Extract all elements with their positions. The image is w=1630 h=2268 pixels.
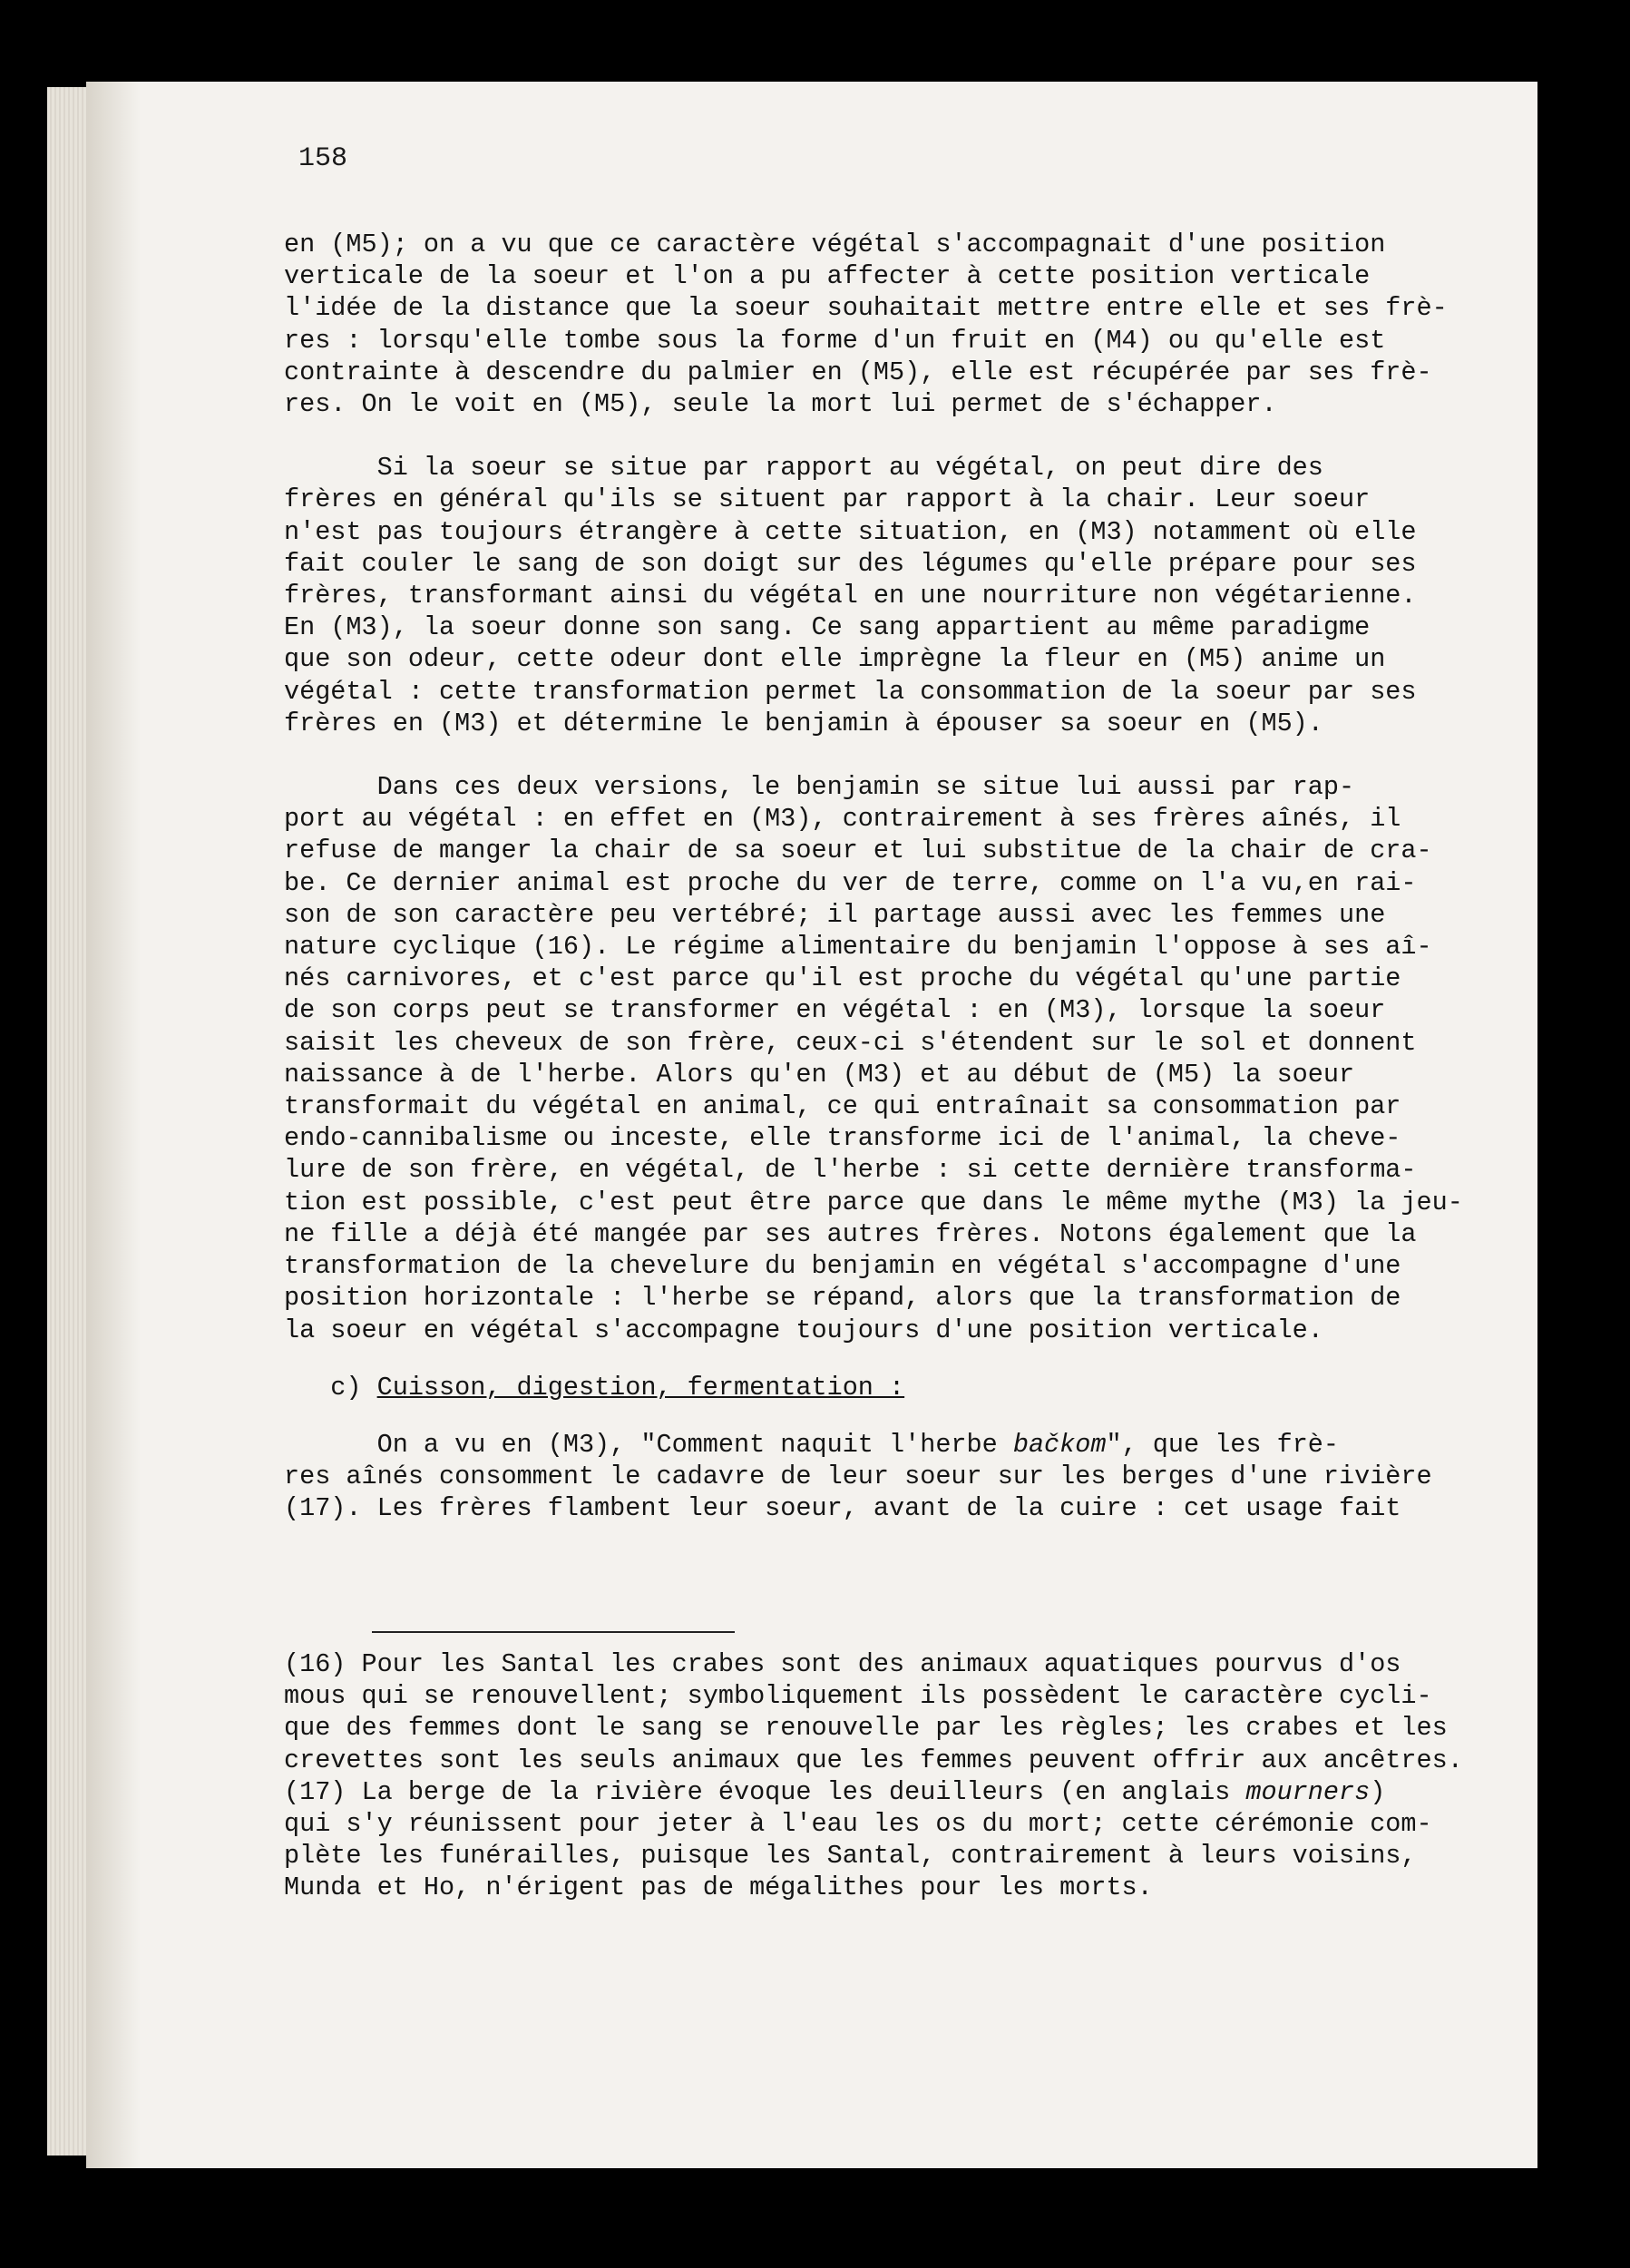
text-line: res : lorsqu'elle tombe sous la forme d'un fruit en (M4) ou qu'elle est <box>284 325 1386 356</box>
footnote-17 <box>284 1776 1490 1904</box>
text-fragment: On a vu en (M3), "Comment naquit l'herbe <box>284 1429 1013 1460</box>
text-line: Si la soeur se situe par rapport au végétal, on peut dire des <box>284 453 1323 484</box>
footnote-separator <box>372 1631 735 1633</box>
text-line: naissance à de l'herbe. Alors qu'en (M3) et au début de (M5) la soeur <box>284 1059 1355 1090</box>
text-line: (17). Les frères flambent leur soeur, avant de la cuire : cet usage fait <box>284 1493 1401 1524</box>
footnotes <box>284 1648 1490 1904</box>
text-line <box>284 1429 1490 1461</box>
text-line: frères en (M3) et détermine le benjamin à épouser sa soeur en (M5). <box>284 708 1323 738</box>
paragraph-2 <box>284 452 1490 739</box>
italic-term: bačkom <box>1012 1429 1107 1460</box>
text-line: n'est pas toujours étrangère à cette situation, en (M3) notamment où elle <box>284 516 1417 547</box>
text-line: frères, transformant ainsi du végétal en une nourriture non végétarienne. <box>284 581 1417 611</box>
footnote-line: Munda et Ho, n'érigent pas de mégalithes pour les morts. <box>284 1872 1153 1903</box>
text-line: de son corps peut se transformer en végétal : en (M3), lorsque la soeur <box>284 995 1386 1026</box>
paragraph-gap <box>284 739 1490 771</box>
text-line: Dans ces deux versions, le benjamin se situe lui aussi par rap- <box>284 772 1355 803</box>
footnote-line: (16) Pour les Santal les crabes sont des animaux aquatiques pourvus d'os <box>284 1649 1401 1679</box>
footnote-line: crevettes sont les seuls animaux que les femmes peuvent offrir aux ancêtres. <box>284 1745 1463 1775</box>
paragraph-gap <box>284 420 1490 452</box>
text-line: tion est possible, c'est peut être parce que dans le même mythe (M3) la jeu- <box>284 1187 1463 1217</box>
footnote-line: que des femmes dont le sang se renouvelle par les règles; les crabes et les <box>284 1713 1448 1744</box>
text-fragment: ) <box>1370 1776 1386 1807</box>
text-line: position horizontale : l'herbe se répand, alors que la transformation de <box>284 1283 1401 1314</box>
body-text <box>284 229 1490 1525</box>
text-line: végétal : cette transformation permet la consommation de la soeur par ses <box>284 676 1417 707</box>
page-gutter-shadow <box>86 82 141 2168</box>
text-line: refuse de manger la chair de sa soeur et lui substitue de la chair de cra- <box>284 836 1432 866</box>
text-line: ne fille a déjà été mangée par ses autres frères. Notons également que la <box>284 1218 1417 1249</box>
footnote-line: qui s'y réunissent pour jeter à l'eau les os du mort; cette cérémonie com- <box>284 1809 1432 1840</box>
text-line: be. Ce dernier animal est proche du ver de terre, comme on l'a vu,en rai- <box>284 867 1417 898</box>
paragraph-3 <box>284 771 1490 1346</box>
text-line: son de son caractère peu vertébré; il partage aussi avec les femmes une <box>284 899 1386 930</box>
text-line: port au végétal : en effet en (M3), contrairement à ses frères aînés, il <box>284 804 1401 835</box>
footnote-16 <box>284 1648 1490 1776</box>
paragraph-gap <box>284 1346 1490 1372</box>
text-line: la soeur en végétal s'accompagne toujours d'une position verticale. <box>284 1315 1323 1345</box>
text-line: en (M5); on a vu que ce caractère végétal s'accompagnait d'une position <box>284 230 1386 259</box>
text-line: l'idée de la distance que la soeur souhaitait mettre entre elle et ses frè- <box>284 293 1448 324</box>
text-line: endo-cannibalisme ou inceste, elle transforme ici de l'animal, la cheve- <box>284 1123 1401 1154</box>
paragraph-gap <box>284 1403 1490 1429</box>
text-fragment: ", que les frè- <box>1106 1429 1340 1460</box>
italic-term: mourners <box>1245 1776 1371 1807</box>
text-line: fait couler le sang de son doigt sur des légumes qu'elle prépare pour ses <box>284 548 1417 579</box>
text-line: En (M3), la soeur donne son sang. Ce sang appartient au même paradigme <box>284 612 1371 643</box>
paragraph-4 <box>284 1429 1490 1525</box>
text-line: saisit les cheveux de son frère, ceux-ci s'étendent sur le sol et donnent <box>284 1027 1417 1058</box>
text-line: nature cyclique (16). Le régime alimentaire du benjamin l'oppose à ses aî- <box>284 932 1432 963</box>
text-fragment: (17) La berge de la rivière évoque les deuilleurs (en anglais <box>284 1776 1246 1807</box>
text-line: que son odeur, cette odeur dont elle imprègne la fleur en (M5) anime un <box>284 644 1386 675</box>
footnote-line: plète les funérailles, puisque les Santal, contrairement à leurs voisins, <box>284 1841 1417 1872</box>
text-line: verticale de la soeur et l'on a pu affecter à cette position verticale <box>284 261 1371 292</box>
text-line: transformait du végétal en animal, ce qui entraînait sa consommation par <box>284 1091 1401 1122</box>
text-line: contrainte à descendre du palmier en (M5), elle est récupérée par ses frè- <box>284 357 1432 387</box>
section-heading <box>284 1372 1490 1403</box>
paragraph-1 <box>284 229 1490 420</box>
text-line: res. On le voit en (M5), seule la mort lui permet de s'échapper. <box>284 389 1277 420</box>
section-prefix: c) <box>284 1372 377 1403</box>
text-line: transformation de la chevelure du benjamin en végétal s'accompagne d'une <box>284 1251 1401 1282</box>
section-title: Cuisson, digestion, fermentation : <box>376 1372 905 1403</box>
footnote-line <box>284 1776 1490 1808</box>
footnote-line: mous qui se renouvellent; symboliquement ils possèdent le caractère cycli- <box>284 1681 1432 1712</box>
text-line: nés carnivores, et c'est parce qu'il est proche du végétal qu'une partie <box>284 963 1401 994</box>
text-line: res aînés consomment le cadavre de leur soeur sur les berges d'une rivière <box>284 1461 1432 1492</box>
page-number: 158 <box>298 143 348 174</box>
text-line: frères en général qu'ils se situent par rapport à la chair. Leur soeur <box>284 484 1371 515</box>
text-line: lure de son frère, en végétal, de l'herbe : si cette dernière transforma- <box>284 1155 1417 1186</box>
